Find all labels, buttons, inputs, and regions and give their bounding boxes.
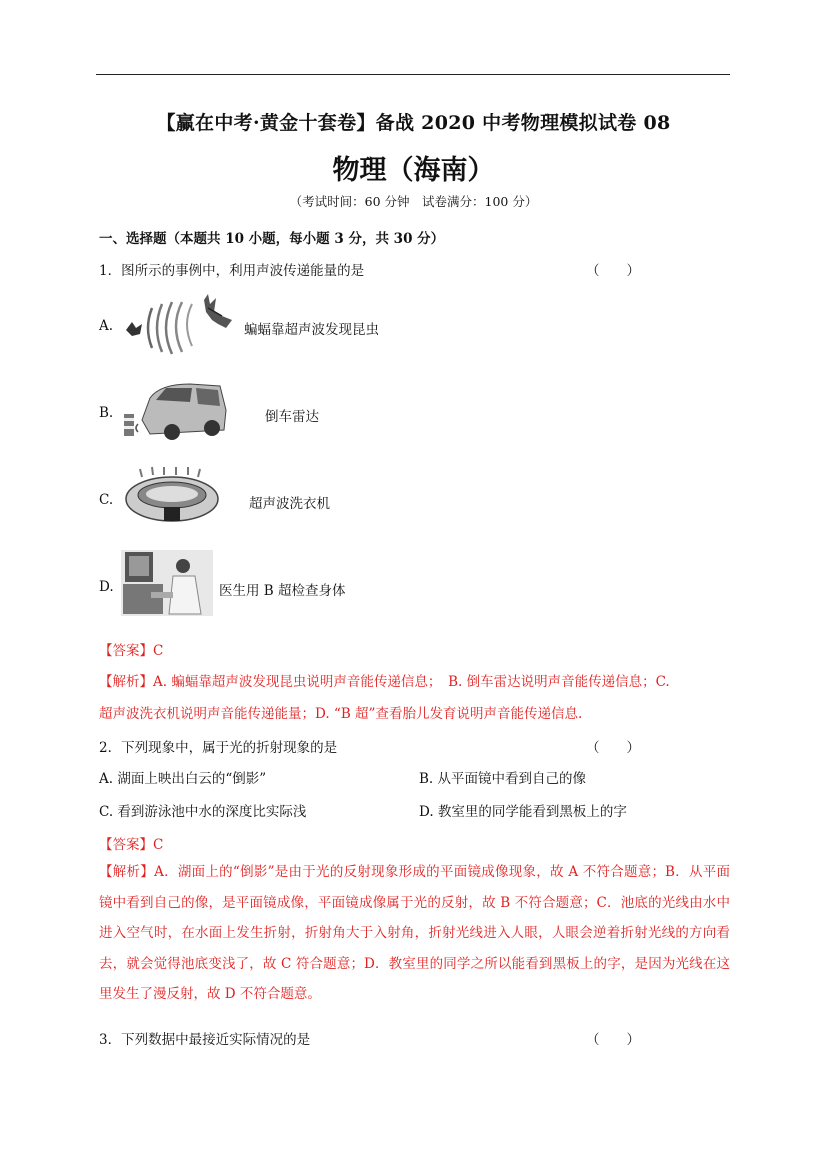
header-rule [96, 74, 730, 75]
question-3-stem: 3．下列数据中最接近实际情况的是 [99, 1032, 311, 1048]
analysis-text: A. 蝙蝠靠超声波发现昆虫说明声音能传递信息； B. 倒车雷达说明声音能传递信息；C. [153, 674, 670, 690]
bat-ultrasound-image [122, 294, 238, 356]
answer-tag: 【答案】 [99, 837, 153, 853]
q1-option-d-text: 医生用 B 超检查身体 [219, 583, 346, 599]
analysis-tag: 【解析】 [99, 864, 155, 880]
q1-option-a-text: 蝙蝠靠超声波发现昆虫 [244, 322, 379, 338]
q2-analysis [99, 857, 730, 1010]
q2-answer [99, 833, 163, 853]
question-1-stem: 1．图所示的事例中，利用声波传递能量的是 [99, 263, 365, 279]
q2-option-b: B. 从平面镜中看到自己的像 [419, 771, 587, 787]
q1-option-a-label: A. [99, 318, 114, 334]
exam-info: （考试时间：60 分钟 试卷满分：100 分） [289, 194, 538, 209]
q2-option-a: A. 湖面上映出白云的“倒影” [99, 771, 267, 787]
q1-option-b-text: 倒车雷达 [265, 409, 319, 425]
reverse-radar-car-image [120, 380, 228, 444]
q1-option-c-text: 超声波洗衣机 [249, 496, 330, 512]
q1-option-c-label: C. [99, 492, 114, 508]
q1-answer [99, 639, 163, 659]
q2-option-c: C. 看到游泳池中水的深度比实际浅 [99, 804, 307, 820]
answer-value: C [153, 643, 164, 659]
answer-tag: 【答案】 [99, 643, 153, 659]
exam-title: 【赢在中考·黄金十套卷】备战 2020 中考物理模拟试卷 08 [156, 112, 671, 134]
question-1-paren: （ ） [586, 263, 640, 279]
q2-option-d: D. 教室里的同学能看到黑板上的字 [419, 804, 627, 820]
question-2-paren: （ ） [586, 740, 640, 756]
section-heading: 一、选择题（本题共 10 小题，每小题 3 分，共 30 分） [99, 231, 445, 247]
q1-analysis-line-2: 超声波洗衣机说明声音能传递能量；D. “B 超”查看胎儿发育说明声音能传递信息. [99, 706, 583, 722]
q1-analysis-line-1 [99, 670, 670, 690]
ultrasonic-washer-image [122, 465, 222, 527]
analysis-tag: 【解析】 [99, 674, 153, 690]
answer-value: C [153, 837, 164, 853]
analysis-text: A．湖面上的“倒影”是由于光的反射现象形成的平面镜成像现象，故 A 不符合题意；B．从平面镜中看到自己的像，是平面镜成像，平面镜成像属于光的反射，故 B 不符合题意；C．池底的光线由水中进入空气时，在水面上发生折射，折射角大于入射角，折射光线进入人眼，人眼会逆着折射光线的方向看去，就会觉得池底变浅了，故 C 符合题意；D．教室里的同学之所以能看到黑板上的字，是因为光线在这里发生了漫反射，故 D 不符合题意。 [99, 864, 730, 1002]
question-2-stem: 2．下列现象中，属于光的折射现象的是 [99, 740, 338, 756]
q1-option-d-label: D. [99, 579, 114, 595]
exam-subject: 物理（海南） [332, 155, 495, 186]
b-ultrasound-doctor-image [121, 550, 213, 616]
q1-option-b-label: B. [99, 405, 114, 421]
question-3-paren: （ ） [586, 1032, 640, 1048]
